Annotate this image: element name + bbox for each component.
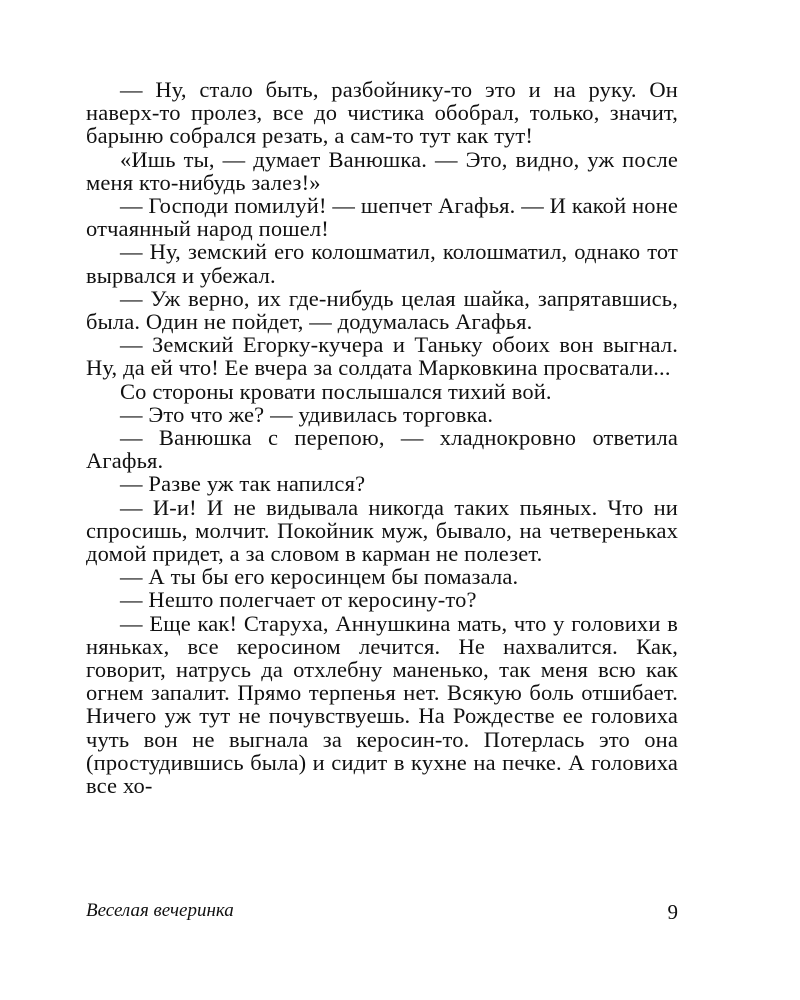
paragraph-4: — Ну, земский его колошматил, колошматил, однако тот вырвался и убежал. bbox=[86, 239, 678, 288]
paragraph-6: — Земский Егорку-кучера и Таньку обоих вон выгнал. Ну, да ей что! Ее вчера за солдата Марковкина просватали... bbox=[86, 332, 678, 381]
paragraph-2: «Ишь ты, — думает Ванюшка. — Это, видно, уж после меня кто-нибудь залез!» bbox=[86, 146, 678, 195]
page-number: 9 bbox=[667, 900, 678, 924]
paragraph-13: — Нешто полегчает от керосину-то? bbox=[120, 587, 477, 613]
paragraph-9: — Ванюшка с перепою, — хладнокровно ответила Агафья. bbox=[86, 425, 678, 474]
page-footer bbox=[86, 900, 678, 926]
paragraph-12: — А ты бы его керосинцем бы помазала. bbox=[120, 564, 519, 590]
page-text bbox=[86, 78, 678, 797]
paragraph-5: — Уж верно, их где-нибудь целая шайка, запрятавшись, была. Один не пойдет, — додумалась Агафья. bbox=[86, 285, 678, 335]
running-title: Веселая вечеринка bbox=[86, 900, 234, 921]
paragraph-1: — Ну, стало быть, разбойнику-то это и на руку. Он наверх-то пролез, все до чистика обобрал, только, значит, барыню собрался резать, а сам-то тут как тут! bbox=[86, 77, 678, 149]
paragraph-7: Со стороны кровати послышался тихий вой. bbox=[120, 378, 552, 404]
paragraph-10: — Разве уж так напился? bbox=[120, 471, 366, 497]
paragraph-11: — И-и! И не видывала никогда таких пьяных. Что ни спросишь, молчит. Покойник муж, бывало, на четвереньках домой придет, а за словом в карман не полезет. bbox=[86, 494, 678, 567]
paragraph-3: — Господи помилуй! — шепчет Агафья. — И какой ноне отчаянный народ пошел! bbox=[86, 193, 678, 242]
paragraph-14: — Еще как! Старуха, Аннушкина мать, что у головихи в няньках, все керосином лечится. Не нахвалится. Как, говорит, натрусь да отхлебну маненько, так меня всю как огнем запалит. Прямо терпенья нет. Всякую боль отшибает. Ничего уж тут не почувствуешь. На Рождестве ее головиха чуть вон не выгнала за керосин-то. Потерлась это она (простудившись была) и сидит в кухне на печке. А головиха все хо- bbox=[86, 610, 678, 799]
paragraph-8: — Это что же? — удивилась торговка. bbox=[120, 401, 494, 427]
